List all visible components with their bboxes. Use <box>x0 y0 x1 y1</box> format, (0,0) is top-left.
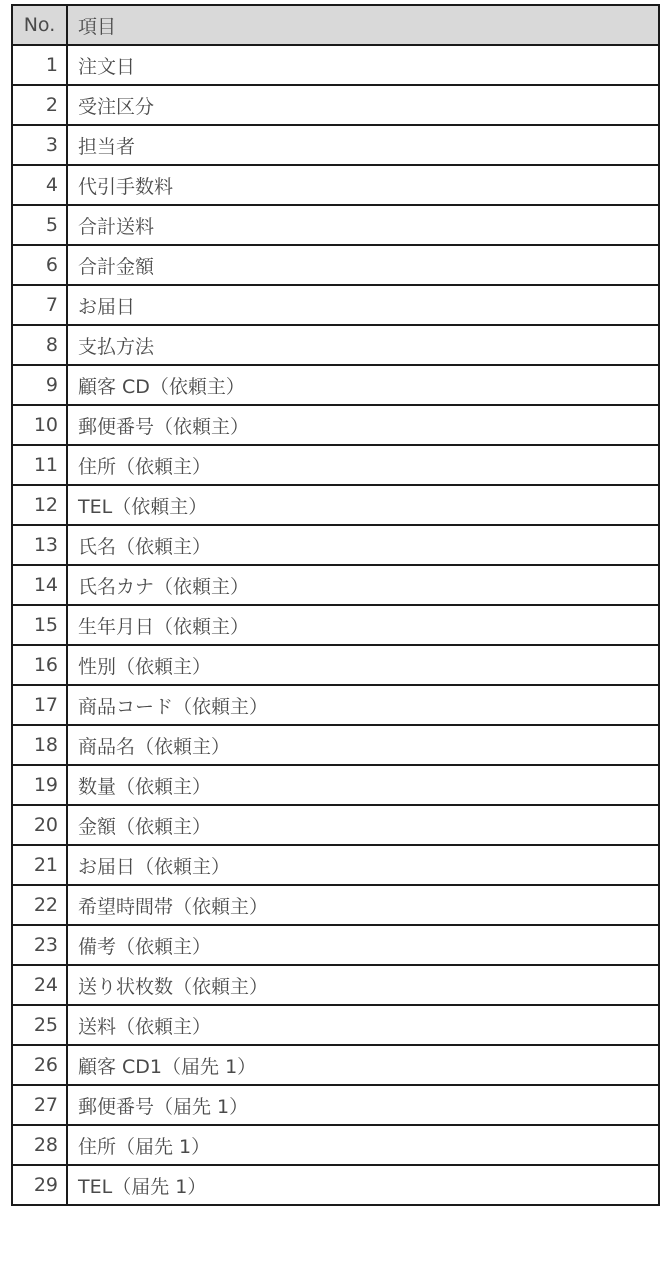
header-item: 項目 <box>67 5 659 45</box>
row-item: 送料（依頼主） <box>67 1005 659 1045</box>
table-row <box>12 605 659 645</box>
table-row <box>12 845 659 885</box>
row-item: 住所（依頼主） <box>67 445 659 485</box>
row-item: 受注区分 <box>67 85 659 125</box>
row-item: お届日（依頼主） <box>67 845 659 885</box>
table-row <box>12 405 659 445</box>
table-row <box>12 565 659 605</box>
row-item: 金額（依頼主） <box>67 805 659 845</box>
row-number: 15 <box>12 605 67 645</box>
table-row <box>12 525 659 565</box>
row-number: 24 <box>12 965 67 1005</box>
row-item: 生年月日（依頼主） <box>67 605 659 645</box>
row-item: 商品名（依頼主） <box>67 725 659 765</box>
row-number: 10 <box>12 405 67 445</box>
row-number: 21 <box>12 845 67 885</box>
row-item: 支払方法 <box>67 325 659 365</box>
row-item: 備考（依頼主） <box>67 925 659 965</box>
row-number: 18 <box>12 725 67 765</box>
row-number: 23 <box>12 925 67 965</box>
row-item: 数量（依頼主） <box>67 765 659 805</box>
row-number: 28 <box>12 1125 67 1165</box>
table-row <box>12 325 659 365</box>
table-row <box>12 925 659 965</box>
row-number: 8 <box>12 325 67 365</box>
row-item: 氏名（依頼主） <box>67 525 659 565</box>
table-row <box>12 1165 659 1205</box>
row-number: 25 <box>12 1005 67 1045</box>
table-row <box>12 1045 659 1085</box>
row-item: 希望時間帯（依頼主） <box>67 885 659 925</box>
row-item: 性別（依頼主） <box>67 645 659 685</box>
row-number: 5 <box>12 205 67 245</box>
row-item: 顧客 CD1（届先 1） <box>67 1045 659 1085</box>
row-number: 13 <box>12 525 67 565</box>
row-number: 12 <box>12 485 67 525</box>
table-row <box>12 685 659 725</box>
row-item: お届日 <box>67 285 659 325</box>
row-number: 27 <box>12 1085 67 1125</box>
row-number: 3 <box>12 125 67 165</box>
row-item: 住所（届先 1） <box>67 1125 659 1165</box>
row-number: 1 <box>12 45 67 85</box>
table-row <box>12 45 659 85</box>
row-item: 担当者 <box>67 125 659 165</box>
row-number: 6 <box>12 245 67 285</box>
row-number: 29 <box>12 1165 67 1205</box>
table-row <box>12 165 659 205</box>
row-item: TEL（届先 1） <box>67 1165 659 1205</box>
table-row <box>12 485 659 525</box>
table-header-row <box>12 5 659 45</box>
row-number: 14 <box>12 565 67 605</box>
row-number: 17 <box>12 685 67 725</box>
row-item: 顧客 CD（依頼主） <box>67 365 659 405</box>
table-row <box>12 1125 659 1165</box>
row-item: 郵便番号（届先 1） <box>67 1085 659 1125</box>
row-number: 16 <box>12 645 67 685</box>
row-item: 郵便番号（依頼主） <box>67 405 659 445</box>
table-row <box>12 365 659 405</box>
row-number: 20 <box>12 805 67 845</box>
table-row <box>12 805 659 845</box>
table-row <box>12 125 659 165</box>
row-item: 氏名カナ（依頼主） <box>67 565 659 605</box>
table-row <box>12 1005 659 1045</box>
table-row <box>12 965 659 1005</box>
row-number: 11 <box>12 445 67 485</box>
row-number: 19 <box>12 765 67 805</box>
table-row <box>12 885 659 925</box>
table-row <box>12 205 659 245</box>
row-item: 合計金額 <box>67 245 659 285</box>
table-row <box>12 1085 659 1125</box>
row-number: 26 <box>12 1045 67 1085</box>
table-row <box>12 285 659 325</box>
row-item: 代引手数料 <box>67 165 659 205</box>
row-number: 9 <box>12 365 67 405</box>
row-item: 合計送料 <box>67 205 659 245</box>
row-number: 2 <box>12 85 67 125</box>
row-item: 商品コード（依頼主） <box>67 685 659 725</box>
row-number: 4 <box>12 165 67 205</box>
table-row <box>12 85 659 125</box>
table-row <box>12 445 659 485</box>
field-list-table <box>11 4 660 1206</box>
row-number: 7 <box>12 285 67 325</box>
row-item: TEL（依頼主） <box>67 485 659 525</box>
row-item: 送り状枚数（依頼主） <box>67 965 659 1005</box>
table-row <box>12 645 659 685</box>
table-row <box>12 245 659 285</box>
header-no: No. <box>12 5 67 45</box>
row-number: 22 <box>12 885 67 925</box>
row-item: 注文日 <box>67 45 659 85</box>
table-row <box>12 725 659 765</box>
table-row <box>12 765 659 805</box>
